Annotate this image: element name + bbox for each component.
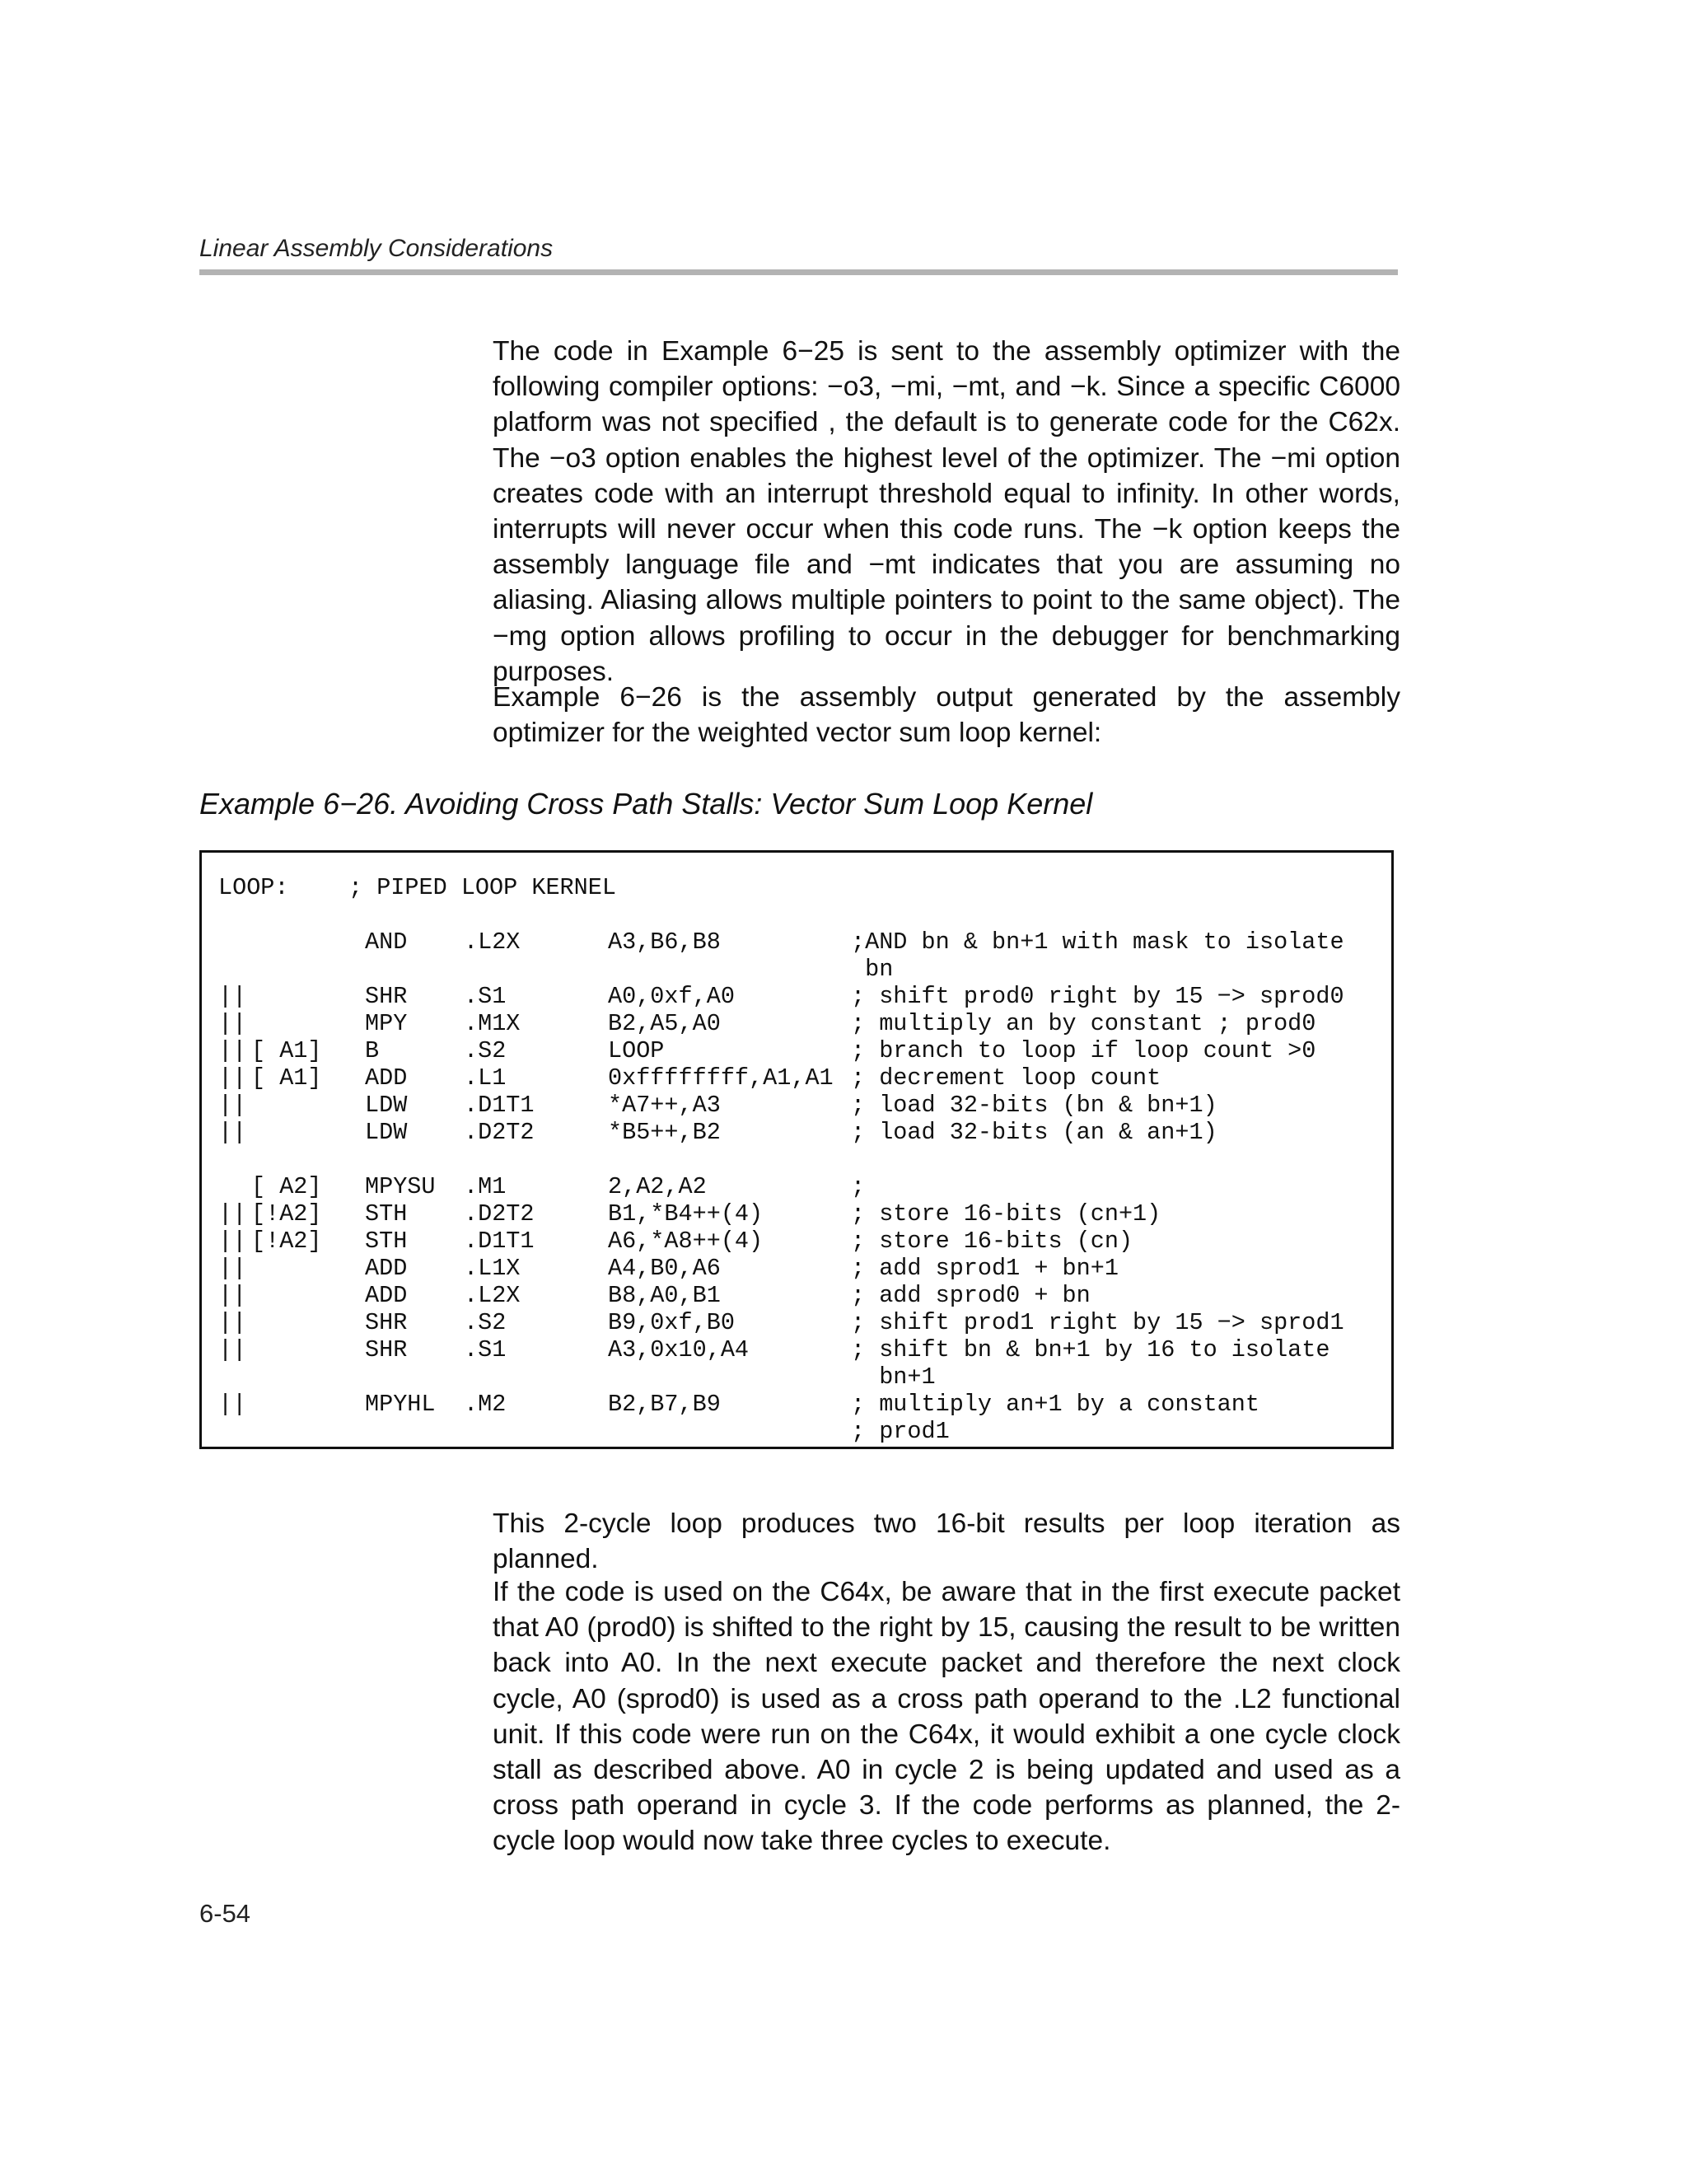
- functional-unit: .D1T1: [464, 1092, 535, 1119]
- code-comment: ; add sprod0 + bn: [851, 1282, 1091, 1309]
- code-comment: ; multiply an by constant ; prod0: [851, 1010, 1316, 1037]
- c64x-note-paragraph: If the code is used on the C64x, be aware that in the first execute packet that A0 (prod0) is shifted to the right by 15, causing the result to be written back into A0. In the next execute packet and therefore the next clock cycle, A0 (sprod0) is used as a cross path operand to the .L2 functional unit. If this code were run on the C64x, it would exhibit a one cycle clock stall as described above. A0 in cycle 2 is being updated and used as a cross path operand in cycle 3. If the code performs as planned, the 2-cycle loop would now take three cycles to execute.: [493, 1577, 1400, 1857]
- operands: A3,0x10,A4: [608, 1336, 750, 1363]
- functional-unit: .D1T1: [464, 1228, 535, 1255]
- code-comment: ; store 16-bits (cn): [851, 1228, 1133, 1255]
- operands: LOOP: [608, 1037, 665, 1064]
- opcode: MPYSU: [365, 1173, 436, 1200]
- code-comment: ;AND bn & bn+1 with mask to isolate: [851, 928, 1344, 956]
- running-header: Linear Assembly Considerations: [199, 235, 554, 262]
- operands: A3,B6,B8: [608, 928, 721, 956]
- opcode: ADD: [365, 1282, 408, 1309]
- code-line: [202, 1282, 1391, 1309]
- code-line: [202, 1363, 1391, 1391]
- parallel-bars: ||: [218, 1228, 247, 1255]
- opcode: MPYHL: [365, 1391, 436, 1418]
- code-line: [202, 1064, 1391, 1092]
- opcode: B: [365, 1037, 380, 1064]
- result-paragraph: This 2-cycle loop produces two 16-bit results per loop iteration as planned.: [493, 1508, 1400, 1575]
- parallel-bars: ||: [218, 983, 247, 1010]
- functional-unit: .L2X: [464, 928, 521, 956]
- opcode: MPY: [365, 1010, 408, 1037]
- opcode: STH: [365, 1228, 408, 1255]
- code-line: [202, 1336, 1391, 1363]
- predicate: [ A1]: [251, 1037, 322, 1064]
- opcode: ADD: [365, 1064, 408, 1092]
- functional-unit: .L1: [464, 1064, 507, 1092]
- code-comment: ; prod1: [851, 1418, 950, 1445]
- code-line: [202, 1255, 1391, 1282]
- functional-unit: .S1: [464, 1336, 507, 1363]
- code-comment: bn: [851, 956, 894, 983]
- code-comment: ; multiply an+1 by a constant: [851, 1391, 1259, 1418]
- operands: A6,*A8++(4): [608, 1228, 764, 1255]
- page-number: 6-54: [199, 1899, 251, 1928]
- operands: 2,A2,A2: [608, 1173, 707, 1200]
- predicate: [!A2]: [251, 1200, 322, 1228]
- operands: B2,B7,B9: [608, 1391, 721, 1418]
- opcode: AND: [365, 928, 408, 956]
- code-comment: ; shift prod0 right by 15 −> sprod0: [851, 983, 1344, 1010]
- predicate: [ A1]: [251, 1064, 322, 1092]
- opcode: SHR: [365, 1336, 408, 1363]
- code-comment: ; load 32-bits (bn & bn+1): [851, 1092, 1217, 1119]
- code-label: LOOP:: [218, 874, 289, 901]
- predicate: [!A2]: [251, 1228, 322, 1255]
- code-line: [202, 956, 1391, 983]
- code-comment: ; shift prod1 right by 15 −> sprod1: [851, 1309, 1344, 1336]
- code-line: [202, 1010, 1391, 1037]
- parallel-bars: ||: [218, 1064, 247, 1092]
- code-label-comment: ; PIPED LOOP KERNEL: [348, 874, 616, 901]
- functional-unit: .M1X: [464, 1010, 521, 1037]
- opcode: ADD: [365, 1255, 408, 1282]
- parallel-bars: ||: [218, 1092, 247, 1119]
- parallel-bars: ||: [218, 1309, 247, 1336]
- code-line: [202, 1200, 1391, 1228]
- parallel-bars: ||: [218, 1119, 247, 1146]
- opcode: LDW: [365, 1119, 408, 1146]
- code-line: [202, 1228, 1391, 1255]
- opcode: SHR: [365, 1309, 408, 1336]
- functional-unit: .M1: [464, 1173, 507, 1200]
- code-comment: ; load 32-bits (an & an+1): [851, 1119, 1217, 1146]
- operands: B9,0xf,B0: [608, 1309, 735, 1336]
- parallel-bars: ||: [218, 1037, 247, 1064]
- code-comment: ; branch to loop if loop count >0: [851, 1037, 1316, 1064]
- functional-unit: .D2T2: [464, 1119, 535, 1146]
- parallel-bars: ||: [218, 1282, 247, 1309]
- operands: B1,*B4++(4): [608, 1200, 764, 1228]
- example-caption: Example 6−26. Avoiding Cross Path Stalls: Vector Sum Loop Kernel: [199, 787, 1093, 821]
- parallel-bars: ||: [218, 1200, 247, 1228]
- code-line: [202, 1092, 1391, 1119]
- functional-unit: .S2: [464, 1309, 507, 1336]
- code-line: [202, 1119, 1391, 1146]
- predicate: [ A2]: [251, 1173, 322, 1200]
- functional-unit: .L2X: [464, 1282, 521, 1309]
- parallel-bars: ||: [218, 1010, 247, 1037]
- lead-in-paragraph: Example 6−26 is the assembly output generated by the assembly optimizer for the weighted vector sum loop kernel:: [493, 682, 1400, 749]
- code-line: [202, 1418, 1391, 1445]
- code-comment: ; shift bn & bn+1 by 16 to isolate: [851, 1336, 1330, 1363]
- operands: 0xffffffff,A1,A1: [608, 1064, 834, 1092]
- functional-unit: .S1: [464, 983, 507, 1010]
- operands: A0,0xf,A0: [608, 983, 735, 1010]
- parallel-bars: ||: [218, 1391, 247, 1418]
- code-comment: ; add sprod1 + bn+1: [851, 1255, 1119, 1282]
- operands: *A7++,A3: [608, 1092, 721, 1119]
- opcode: STH: [365, 1200, 408, 1228]
- operands: B2,A5,A0: [608, 1010, 721, 1037]
- intro-paragraph: The code in Example 6−25 is sent to the assembly optimizer with the following compiler options: −o3, −mi, −mt, and −k. Since a specific C6000 platform was not specified , the default is to generate code for the C62x. The −o3 option enables the highest level of the optimizer. The −mi option creates code with an interrupt threshold equal to infinity. In other words, interrupts will never occur when this code runs. The −k option keeps the assembly language file and −mt indicates that you are assuming no aliasing. Aliasing allows multiple pointers to point to the same object). The −mg option allows profiling to occur in the debugger for benchmarking purposes.: [493, 336, 1400, 687]
- opcode: SHR: [365, 983, 408, 1010]
- code-comment: ;: [851, 1173, 866, 1200]
- opcode: LDW: [365, 1092, 408, 1119]
- code-line: [202, 1173, 1391, 1200]
- code-line: [202, 1037, 1391, 1064]
- code-line: [202, 1391, 1391, 1418]
- functional-unit: .L1X: [464, 1255, 521, 1282]
- parallel-bars: ||: [218, 1255, 247, 1282]
- operands: B8,A0,B1: [608, 1282, 721, 1309]
- header-rule: [199, 269, 1398, 275]
- operands: *B5++,B2: [608, 1119, 721, 1146]
- code-line: [202, 928, 1391, 956]
- functional-unit: .D2T2: [464, 1200, 535, 1228]
- code-comment: ; store 16-bits (cn+1): [851, 1200, 1161, 1228]
- code-listing: [199, 850, 1394, 1449]
- code-line: [202, 983, 1391, 1010]
- code-comment: bn+1: [851, 1363, 936, 1391]
- code-line: [202, 1309, 1391, 1336]
- code-comment: ; decrement loop count: [851, 1064, 1161, 1092]
- functional-unit: .S2: [464, 1037, 507, 1064]
- functional-unit: .M2: [464, 1391, 507, 1418]
- code-label-line: [202, 874, 1391, 901]
- operands: A4,B0,A6: [608, 1255, 721, 1282]
- parallel-bars: ||: [218, 1336, 247, 1363]
